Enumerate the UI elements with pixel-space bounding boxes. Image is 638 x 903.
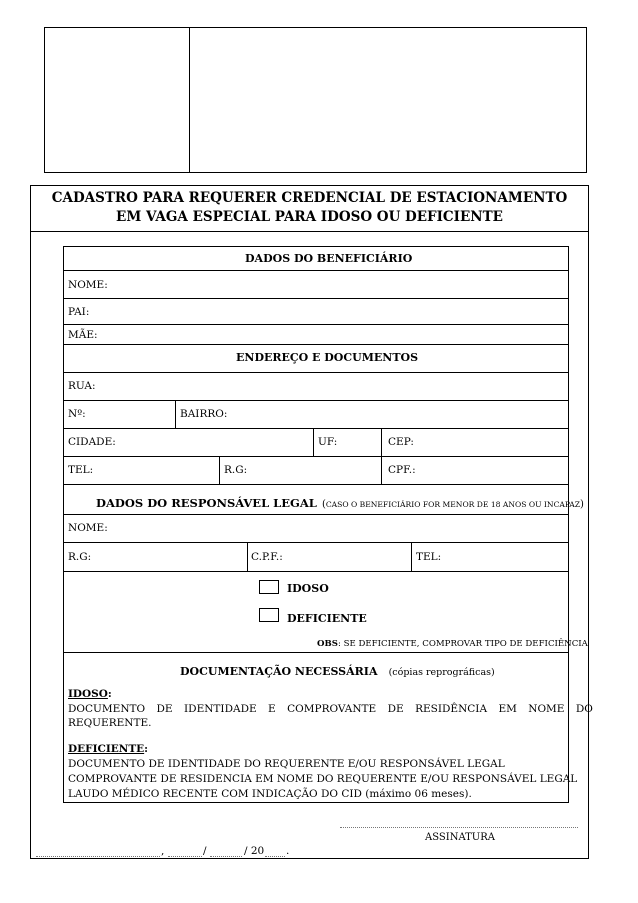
tel-field[interactable]: TEL: [68,464,94,476]
obs-note [317,639,588,649]
date-month-line [210,856,242,857]
form-title [30,190,589,230]
idoso-doc-word: IDENTIDADE [184,703,257,715]
endereco-header: ENDEREÇO E DOCUMENTOS [236,351,419,364]
obs-text: : SE DEFICIENTE, COMPROVAR TIPO DE DEFICIÊNCIA [337,639,588,649]
col-line [219,456,220,484]
row-line [63,324,569,325]
idoso-doc-word: RESIDÊNCIA [415,703,488,715]
date-end: . [286,845,290,857]
title-divider [30,231,589,232]
responsavel-note-close: ) [580,499,584,510]
deficiente-checkbox[interactable] [259,608,279,622]
deficiente-label: DEFICIENTE [287,612,367,625]
rg-field[interactable]: R.G: [224,464,248,476]
col-line [175,400,176,428]
idoso-doc-colon: : [107,688,112,700]
deficiente-doc-label: DEFICIENTE [68,743,145,755]
documentacao-header: DOCUMENTAÇÃO NECESSÁRIA [180,665,378,678]
cpf-field[interactable]: CPF.: [388,464,416,476]
bairro-field[interactable]: BAIRRO: [180,408,228,420]
documentacao-header-row [180,660,495,679]
title-line-1: CADASTRO PARA REQUERER CREDENCIAL DE ESTACIONAMENTO [51,190,568,206]
cep-field[interactable]: CEP: [388,436,414,448]
header-box [189,27,587,173]
idoso-doc-label: IDOSO [68,688,108,700]
signature-label: ASSINATURA [425,832,495,843]
row-line [63,400,569,401]
idoso-doc-word: EM [498,703,517,715]
row-line [63,514,569,515]
responsavel-tel-field[interactable]: TEL: [416,551,442,563]
deficiente-doc-line-3: LAUDO MÉDICO RECENTE COM INDICAÇÃO DO CID (máximo 06 meses). [68,788,472,800]
idoso-doc-word: NOME [528,703,565,715]
date-year-line [265,856,285,857]
col-line [313,428,314,456]
responsavel-note: CASO O BENEFICIÁRIO FOR MENOR DE 18 ANOS OU INCAPAZ [325,500,581,509]
row-line [63,652,569,653]
row-line [63,270,569,271]
idoso-doc-word: COMPROVANTE [287,703,377,715]
idoso-doc-line-2: REQUERENTE. [68,717,152,729]
responsavel-header: DADOS DO RESPONSÁVEL LEGAL [96,496,317,510]
date-slash-1: / [203,845,207,857]
idoso-doc-title [68,688,112,700]
mae-field[interactable]: MÃE: [68,329,98,341]
responsavel-header-row [96,492,584,511]
idoso-checkbox[interactable] [259,580,279,594]
row-line [63,344,569,345]
col-line [381,428,382,484]
row-line [63,456,569,457]
date-slash-2: / 20 [244,845,265,857]
title-line-2: EM VAGA ESPECIAL PARA IDOSO OU DEFICIENTE [116,209,503,225]
idoso-doc-word: DO [575,703,593,715]
nome-field[interactable]: NOME: [68,279,108,291]
rua-field[interactable]: RUA: [68,380,96,392]
row-line [63,484,569,485]
row-line [63,542,569,543]
row-line [63,428,569,429]
responsavel-note-open: ( [321,499,326,510]
date-day-line [168,856,202,857]
date-comma: , [161,845,165,857]
date-city-line [36,856,160,857]
row-line [63,372,569,373]
idoso-doc-word: DOCUMENTO [68,703,146,715]
numero-field[interactable]: Nº: [68,408,86,420]
row-line [63,298,569,299]
deficiente-doc-line-1: DOCUMENTO DE IDENTIDADE DO REQUERENTE E/OU RESPONSÁVEL LEGAL [68,758,505,770]
idoso-doc-word: DE [387,703,404,715]
obs-label: OBS [317,639,338,649]
deficiente-doc-title [68,743,148,755]
idoso-doc-line-1 [68,703,593,715]
cidade-field[interactable]: CIDADE: [68,436,116,448]
deficiente-doc-colon: : [144,743,149,755]
pai-field[interactable]: PAI: [68,306,90,318]
photo-box [44,27,190,173]
row-line [63,571,569,572]
col-line [247,542,248,571]
deficiente-doc-line-2: COMPROVANTE DE RESIDENCIA EM NOME DO REQUERENTE E/OU RESPONSÁVEL LEGAL [68,773,578,785]
beneficiario-header: DADOS DO BENEFICIÁRIO [245,252,413,265]
documentacao-header-note: (cópias reprográficas) [388,667,495,678]
uf-field[interactable]: UF: [318,436,338,448]
idoso-label: IDOSO [287,582,329,595]
idoso-doc-word: E [268,703,276,715]
responsavel-cpf-field[interactable]: C.P.F.: [251,551,283,563]
idoso-doc-word: DE [156,703,173,715]
responsavel-rg-field[interactable]: R.G: [68,551,92,563]
signature-line [340,827,578,828]
responsavel-nome-field[interactable]: NOME: [68,522,108,534]
col-line [411,542,412,571]
